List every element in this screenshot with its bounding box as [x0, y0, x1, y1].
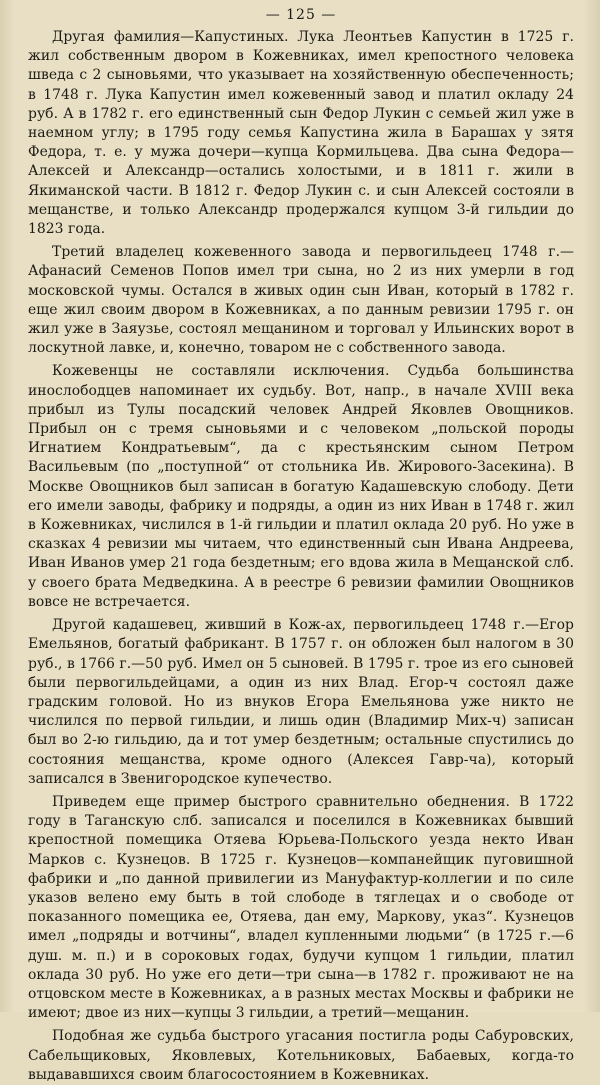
- paragraph-kapustin-family: Другая фамилия—Капустиных. Лука Леонтьев Капустин в 1725 г. жил собственным двором в Кожевниках, имел крепостного человека шведа с 2 сыновьями, что указывает на хозяйственную обеспеченность; в 1748 г. Лука Капустин имел кожевенный завод и платил окладу 24 руб. А в 1782 г. его единственный сын Федор Лукин с семьей жил уже в наемном углу; в 1795 году семья Капустина жила в Барашах у зятя Федора, т. е. у мужа дочери—купца Кормильцева. Два сына Федора—Алексей и Александр—остались холостыми, и в 1811 г. жили в Якиманской части. В 1812 г. Федор Лукин с. и сын Алексей состояли в мещанстве, и только Александр продержался купцом 3-й гильдии до 1823 года.: [28, 29, 574, 238]
- paragraph-popov-family: Третий владелец кожевенного завода и первогильдеец 1748 г.—Афанасий Семенов Попов имел три сына, но 2 из них умерли в год московской чумы. Остался в живых один сын Иван, который в 1782 г. еще жил своим двором в Кожевниках, а по данным ревизии 1795 г. он жил уже в Заяузье, состоял мещанином и торговал у Ильинских ворот в лоскутной лавке, и, конечно, товаром не с собственного завода.: [28, 244, 574, 357]
- paragraph-ovoshchnikov-family: Кожевенцы не составляли исключения. Судьба большинства инослободцев напоминает их судьбу. Вот, напр., в начале XVIII века прибыл из Тулы посадский человек Андрей Яковлев Овощников. Прибыл он с тремя сыновьями и с человеком „польской породы Игнатием Кондратьевым“, да с крестьянским сыном Петром Васильевым (по „поступной“ от стольника Ив. Жирового-Засекина). В Москве Овощников был записан в богатую Кадашевскую слободу. Дети его имели заводы, фабрику и подряды, а один из них Иван в 1748 г. жил в Кожевниках, числился в 1-й гильдии и платил оклада 20 руб. Но уже в сказках 4 ревизии мы читаем, что единственный сын Ивана Андреева, Иван Иванов умер 21 года бездетным; его вдова жила в Мещанской слб. у своего брата Медведкина. А в реестре 6 ревизии фамилии Овощников вовсе не встречается.: [28, 363, 574, 610]
- page-number: — 125 —: [265, 7, 337, 23]
- paragraph-other-families: Подобная же судьба быстрого угасания постигла роды Сабуровских, Сабельщиковых, Яковлевых, Котельниковых, Бабаевых, когда-то выдававшихся своим благосостоянием в Кожевниках.: [28, 1028, 574, 1083]
- paragraph-kuznetsov-family: Приведем еще пример быстрого сравнительно обеднения. В 1722 году в Таганскую слб. записался и поселился в Кожевниках бывший крепостной помещика Отяева Юрьева-Польского уезда некто Иван Марков с. Кузнецов. В 1725 г. Кузнецов—компанейщик пуговишной фабрики и „по данной привилегии из Мануфактур-коллегии и по силе указов велено ему быть в той слободе в тяглецах и о свободе от показанного помещика ее, Отяева, дан ему, Маркову, указ“. Кузнецов имел „подряды и вотчины“, владел купленными людьми“ (в 1725 г.—6 душ. м. п.) и в сороковых годах, будучи купцом 1 гильдии, платил оклада 30 руб. Но уже его дети—три сына—в 1782 г. проживают не на отцовском месте в Кожевниках, а в разных местах Москвы и фабрики не имеют; двое из них—купцы 3 гильдии, а третий—мещанин.: [28, 793, 574, 1022]
- paragraph-emelyanov-family: Другой кадашевец, живший в Кож-ах, первогильдеец 1748 г.—Егор Емельянов, богатый фабрикант. В 1757 г. он обложен был налогом в 30 руб., в 1766 г.—50 руб. Имел он 5 сыновей. В 1795 г. трое из его сыновей были первогильдейцами, а один из них Влад. Егор-ч состоял даже градским головой. Но из внуков Егора Емельянова уже никто не числился по первой гильдии, и лишь один (Владимир Мих-ч) записан был во 2-ю гильдию, да и тот умер бездетным; остальные спустились до состояния мещанства, кроме одного (Алексея Гавр-ча), который записался в Звенигородское купечество.: [28, 617, 574, 787]
